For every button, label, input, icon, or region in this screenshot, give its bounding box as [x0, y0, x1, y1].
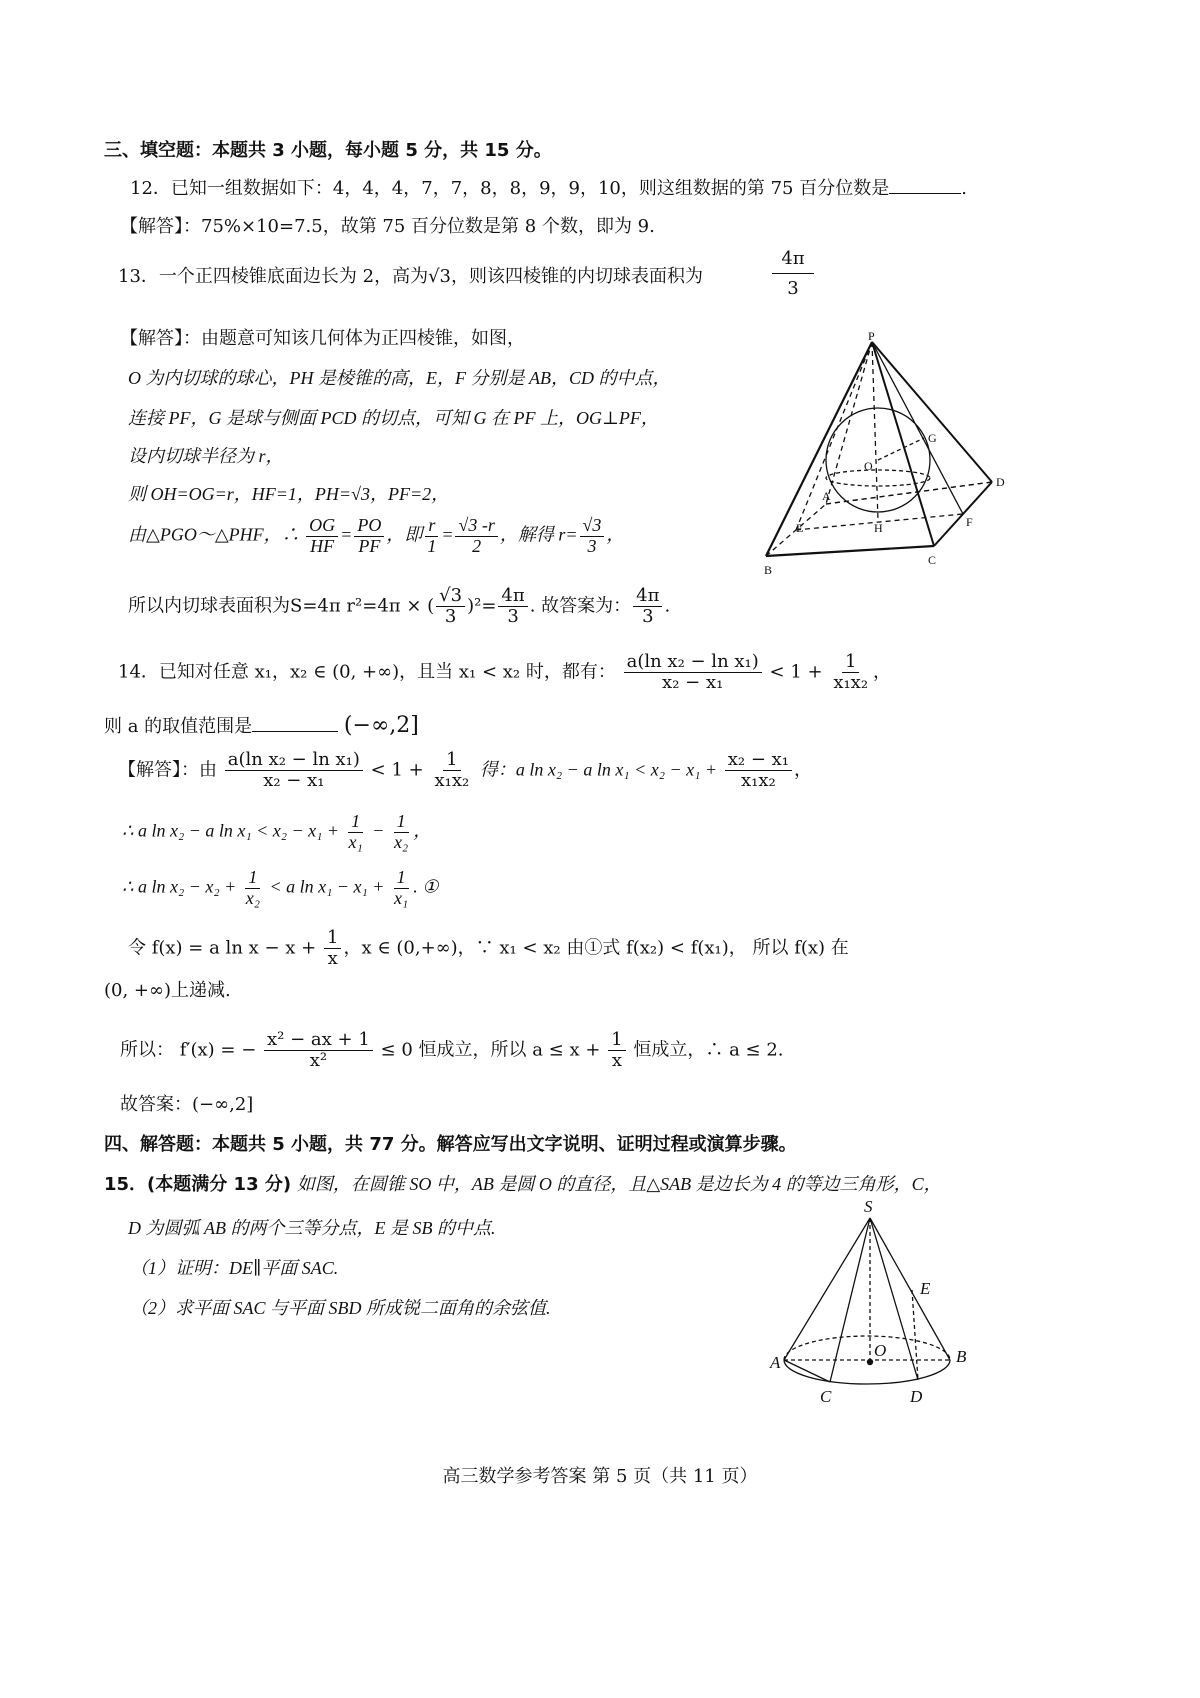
frac-num: 1 — [245, 868, 260, 889]
label-C: C — [928, 553, 937, 567]
text-segment: . ① — [413, 876, 439, 897]
fraction-1-x2 — [391, 812, 411, 853]
text-segment: 得：a ln x₂ − a ln x₁ < x₂ − x₁ + — [479, 759, 717, 780]
frac-den: x₂ − x₁ — [662, 671, 724, 693]
label-S: S — [864, 1197, 873, 1216]
question-14-line-1 — [118, 652, 891, 693]
answer-blank — [252, 730, 338, 732]
text-segment: ，x ∈ (0,+∞)，∵ x₁ < x₂ 由①式 f(x₂) < f(x₁)， 所以 f(x) 在 — [343, 937, 849, 959]
frac-den: x₁x₂ — [434, 769, 470, 791]
cone-figure — [760, 1196, 990, 1416]
question-13-answer — [772, 248, 814, 299]
fraction-1-x1x2 — [830, 652, 871, 693]
frac-num: 1 — [443, 750, 460, 771]
frac-den: 3 — [444, 605, 457, 627]
frac-num: a(ln x₂ − ln x₁) — [624, 652, 762, 673]
q13-solution-line-2: O 为内切球的球心，PH 是棱锥的高，E，F 分别是 AB，CD 的中点， — [128, 368, 671, 388]
question-14-prompt: 则 a 的取值范围是 — [104, 716, 253, 737]
frac-den: x₂ — [393, 831, 409, 852]
frac-den: 3 — [507, 605, 519, 627]
q14-final-answer: 故答案：(−∞,2] — [120, 1094, 254, 1115]
q14-solution-line-4 — [128, 928, 849, 969]
question-15-part-2: （2）求平面 SAC 与平面 SBD 所成锐二面角的余弦值. — [130, 1298, 551, 1318]
q14-solution-line-1 — [118, 750, 812, 791]
frac-num: x² − ax + 1 — [264, 1030, 373, 1051]
frac-num: 4π — [633, 586, 662, 607]
text-segment: ， — [794, 759, 812, 781]
fraction-4pi-3 — [498, 586, 527, 627]
question-15-score: 15．(本题满分 13 分) — [104, 1174, 292, 1195]
frac-num: 1 — [842, 652, 859, 673]
text-segment: ≤ 0 恒成立，所以 a ≤ x + — [380, 1039, 601, 1061]
text-segment: < 1 + — [769, 661, 823, 683]
answer-blank — [889, 192, 961, 194]
text-segment: ， — [606, 524, 625, 545]
q13-solution-line-6 — [128, 516, 624, 557]
frac-den: 1 — [427, 535, 437, 556]
frac-den: x₁ — [348, 831, 363, 852]
q14-solution-line-3 — [122, 868, 438, 909]
label-H: H — [874, 521, 883, 535]
frac-den: 2 — [472, 535, 482, 556]
pyramid-figure — [760, 328, 1100, 592]
label-G: G — [928, 431, 937, 445]
question-14-lead: 14．已知对任意 x₁，x₂ ∈ (0, +∞)，且当 x₁ < x₂ 时，都有： — [118, 661, 616, 683]
frac-num: x₂ − x₁ — [725, 750, 792, 771]
question-15-line-1 — [104, 1170, 942, 1196]
text-segment: − — [372, 820, 385, 841]
text-segment: ∴ a ln x₂ − x₂ + — [122, 876, 237, 897]
label-F: F — [966, 515, 973, 529]
frac-num: PO — [354, 516, 384, 537]
frac-den: x₂ − x₁ — [263, 769, 325, 791]
label-B: B — [764, 563, 773, 577]
section-4-heading: 四、解答题：本题共 5 小题，共 77 分。解答应写出文字说明、证明过程或演算步骤。 — [104, 1134, 797, 1155]
question-13: 13．一个正四棱锥底面边长为 2，高为√3，则该四棱锥的内切球表面积为 — [118, 266, 703, 287]
center-point — [867, 1359, 873, 1365]
label-D: D — [996, 475, 1005, 489]
fraction-sqrt3-3 — [436, 586, 465, 627]
frac-num: √3 — [436, 586, 465, 607]
text-segment: ，解得 r= — [499, 524, 578, 545]
q14-solution-line-2 — [122, 812, 431, 853]
question-12-end: . — [961, 178, 967, 199]
text-segment: ， — [413, 820, 432, 841]
label-C: C — [820, 1387, 832, 1406]
q13-solution-line-5: 则 OH=OG=r，HF=1，PH=√3，PF=2， — [128, 484, 450, 504]
text-segment: 恒成立，∴ a ≤ 2. — [633, 1039, 784, 1061]
question-14-line-2 — [104, 712, 419, 738]
text-segment: 所以： f′(x) = − — [120, 1039, 257, 1061]
frac-den: x — [327, 947, 338, 969]
answer-numerator: 4π — [772, 248, 814, 274]
fraction-1-x2 — [243, 868, 263, 909]
fraction-1-x — [324, 928, 341, 969]
equals: = — [340, 524, 353, 545]
fraction-r-1 — [424, 516, 439, 557]
fraction-diff-x1x2 — [725, 750, 792, 791]
q13-solution-line-3: 连接 PF，G 是球与侧面 PCD 的切点，可知 G 在 PF 上，OG⊥PF， — [128, 408, 659, 428]
text-segment: ，即 — [386, 524, 423, 545]
frac-num: 1 — [348, 812, 363, 833]
text-segment: 【解答】：由 — [118, 759, 217, 781]
label-E: E — [920, 1279, 931, 1298]
question-15-part-1: （1）证明：DE∥平面 SAC. — [130, 1258, 339, 1278]
label-P: P — [868, 329, 875, 343]
label-B: B — [956, 1347, 967, 1366]
section-3-heading: 三、填空题：本题共 3 小题，每小题 5 分，共 15 分。 — [104, 140, 552, 161]
frac-den: x₁x₂ — [741, 769, 776, 791]
frac-den: 3 — [642, 605, 654, 627]
frac-den: x² — [309, 1049, 328, 1071]
frac-den: 3 — [587, 535, 597, 556]
fraction-1-x — [608, 1030, 625, 1071]
fraction-1-x1x2 — [431, 750, 472, 791]
frac-den: x — [611, 1049, 622, 1071]
question-14-answer: (−∞,2] — [343, 713, 419, 738]
text-segment: 令 f(x) = a ln x − x + — [128, 937, 317, 959]
label-D: D — [910, 1387, 923, 1406]
label-E: E — [796, 521, 804, 535]
frac-num: 1 — [324, 928, 341, 949]
q13-solution-line-7 — [128, 586, 670, 627]
fraction-1-x1 — [391, 868, 411, 909]
text-segment: ， — [873, 661, 892, 683]
frac-den: x₁x₂ — [833, 671, 869, 693]
frac-den: x₁ — [393, 887, 409, 908]
fraction-derivative — [264, 1030, 373, 1071]
page-footer: 高三数学参考答案 第 5 页（共 11 页） — [442, 1466, 758, 1487]
fraction-sqrt3-r-2 — [455, 516, 497, 557]
frac-num: 1 — [394, 812, 409, 833]
q14-solution-line-5: (0, +∞)上递减. — [104, 980, 231, 1001]
equals: = — [441, 524, 454, 545]
frac-num: √3 -r — [455, 516, 497, 537]
text-segment: ∴ a ln x₂ − a ln x₁ < x₂ − x₁ + — [122, 820, 340, 841]
question-15-line-2: D 为圆弧 AB 的两个三等分点，E 是 SB 的中点. — [128, 1218, 496, 1238]
q13-solution-line-4: 设内切球半径为 r， — [128, 446, 284, 466]
fraction-po-pf — [354, 516, 384, 557]
text-segment: < 1 + — [370, 759, 424, 781]
question-15-text: 如图，在圆锥 SO 中，AB 是圆 O 的直径，且△SAB 是边长为 4 的等边三角形，C， — [296, 1174, 942, 1194]
frac-den: PF — [358, 535, 381, 556]
text-segment: . 故答案为： — [529, 595, 632, 617]
q14-solution-line-6 — [120, 1030, 784, 1071]
text-segment: < a ln x₁ − x₁ + — [269, 876, 385, 897]
question-12 — [130, 174, 967, 200]
answer-denominator: 3 — [787, 278, 799, 299]
answer-12: 【解答】：75%×10=7.5，故第 75 百分位数是第 8 个数，即为 9. — [120, 216, 655, 237]
text-segment: . — [664, 595, 671, 617]
fraction-4pi-3-answer — [633, 586, 662, 627]
fraction-1-x1 — [346, 812, 366, 853]
label-O: O — [874, 1341, 887, 1360]
frac-num: 4π — [498, 586, 527, 607]
fraction-log-diff — [624, 652, 762, 693]
line7-lead: 所以内切球表面积为S=4π r²=4π × ( — [128, 595, 435, 617]
label-A: A — [770, 1353, 781, 1372]
label-O: O — [864, 459, 873, 473]
frac-den: HF — [310, 535, 335, 556]
frac-num: OG — [306, 516, 338, 537]
fraction-sqrt3-3 — [580, 516, 605, 557]
line6-lead: 由△PGO～△PHF，∴ — [128, 524, 300, 545]
frac-num: 1 — [394, 868, 409, 889]
frac-num: a(ln x₂ − ln x₁) — [225, 750, 363, 771]
text-segment: )²= — [467, 595, 497, 617]
fraction-og-hf — [306, 516, 338, 557]
question-12-text: 12．已知一组数据如下：4，4，4，7，7，8，8，9，9，10，则这组数据的第 75 百分位数是 — [130, 178, 890, 199]
label-A: A — [822, 489, 831, 503]
frac-num: 1 — [608, 1030, 625, 1051]
frac-num: r — [425, 516, 438, 537]
frac-num: √3 — [580, 516, 605, 537]
fraction-log-diff — [225, 750, 363, 791]
q13-solution-line-1: 【解答】：由题意可知该几何体为正四棱锥，如图， — [120, 328, 525, 349]
frac-den: x₂ — [245, 887, 260, 908]
